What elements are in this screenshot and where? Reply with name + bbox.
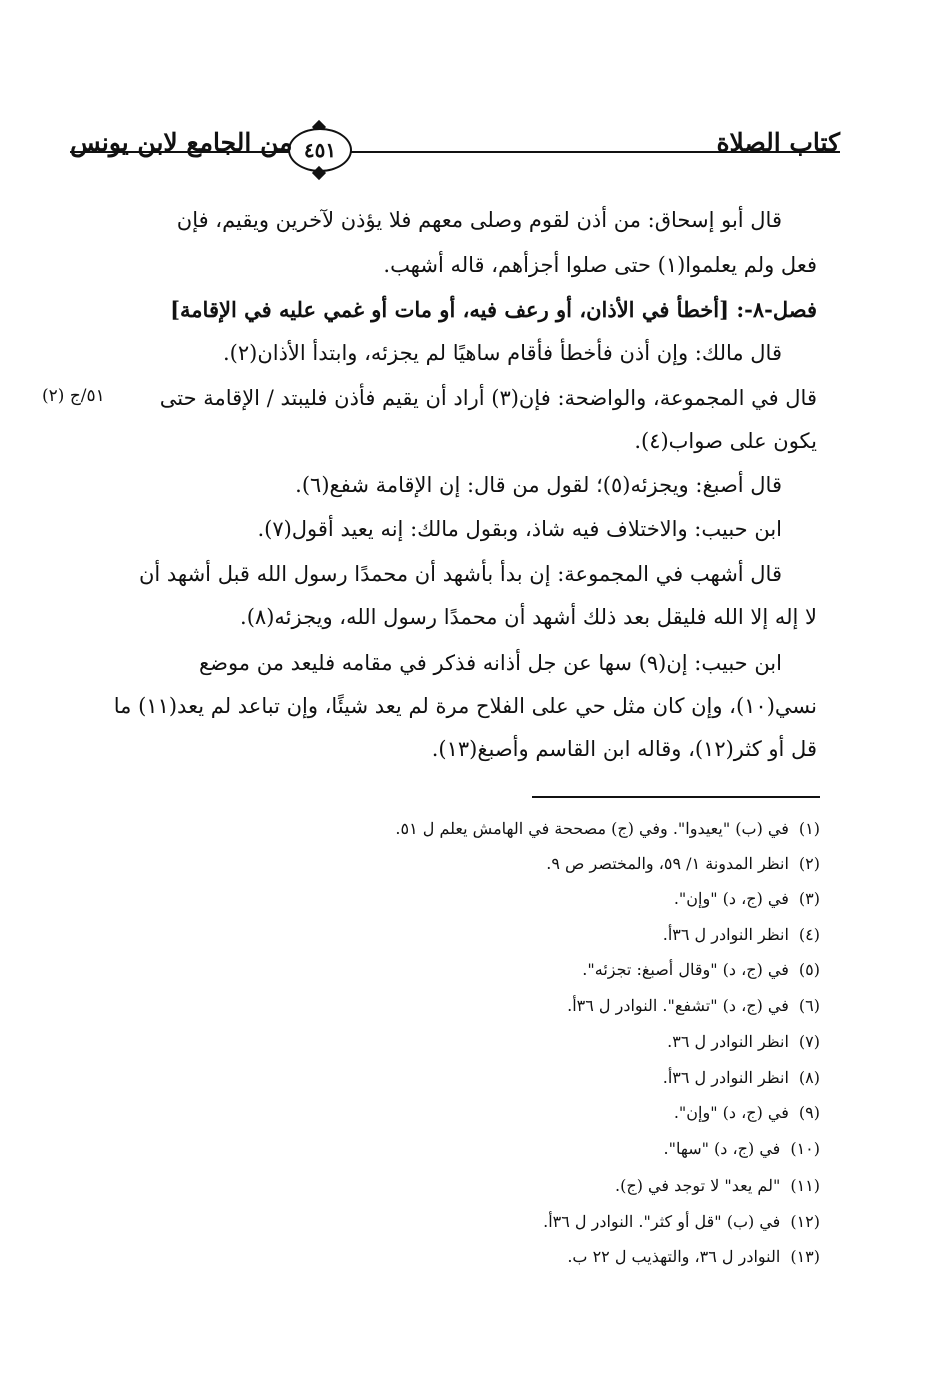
body-line: فعل ولم يعلموا(١) حتى صلوا أجزأهم، قاله أشهب. xyxy=(383,253,817,277)
body-line: قال في المجموعة، والواضحة: فإن(٣) أراد أن يقيم فأذن فليبتد / الإقامة حتى xyxy=(159,386,817,410)
footnote-text: في (ج، د) "وقال أصبغ: تجزئه". xyxy=(582,960,789,979)
book-title: كتاب الصلاة xyxy=(716,128,840,157)
footnote-number: (١) xyxy=(798,819,820,838)
footnote-text: النوادر ل ٣٦، والتهذيب ل ٢٢ ب. xyxy=(567,1247,781,1266)
footnote xyxy=(615,1175,820,1197)
footnote-text: انظر النوادر ل ٣٦أ. xyxy=(662,1068,789,1087)
footnote xyxy=(546,853,820,875)
footnote-text: في (ج، د) "وإن". xyxy=(673,1103,789,1122)
body-line: قال أبو إسحاق: من أذن لقوم وصلى معهم فلا يؤذن لآخرين ويقيم، فإن xyxy=(176,208,782,232)
body-line: قال مالك: وإن أذن فأخطأ فأقام ساهيًا لم يجزئه، وابتدأ الأذان(٢). xyxy=(222,341,782,365)
footnote-number: (١٣) xyxy=(790,1247,820,1266)
body-line: قال أشهب في المجموعة: إن بدأ بأشهد أن محمدًا رسول الله قبل أشهد أن xyxy=(138,562,782,586)
footnote-number: (٥) xyxy=(798,960,820,979)
footnote xyxy=(567,1246,820,1268)
footnote xyxy=(567,995,820,1017)
footnote xyxy=(663,1067,820,1089)
body-line: قل أو كثر(١٢)، وقاله ابن القاسم وأصبغ(١٣). xyxy=(431,737,817,761)
footnote-number: (٢) xyxy=(798,854,820,873)
footnote xyxy=(395,818,820,840)
footnote-text: "لم يعد" لا توجد في (ج). xyxy=(615,1176,781,1195)
body-line: قال أصبغ: ويجزئه(٥)؛ لقول من قال: إن الإقامة شفع(٦). xyxy=(295,473,782,497)
footnote xyxy=(543,1211,820,1233)
footnote-text: في (ج، د) "سها". xyxy=(663,1139,781,1158)
body-line: يكون على صواب(٤). xyxy=(634,429,817,453)
body-line: ابن حبيب: والاختلاف فيه شاذ، وبقول مالك: إنه يعيد أقول(٧). xyxy=(257,517,782,541)
section-heading: فصل-٨-: [أخطأ في الأذان، أو رعف فيه، أو مات أو غمي عليه في الإقامة] xyxy=(170,297,817,322)
body-line: نسي(١٠)، وإن كان مثل حي على الفلاح مرة لم يعد شيئًا، وإن تباعد لم يعد(١١) ما xyxy=(113,694,817,718)
page-header xyxy=(70,120,840,180)
footnote-number: (٨) xyxy=(798,1068,820,1087)
footnote-number: (٦) xyxy=(798,996,820,1015)
page-number: ٤٥١ xyxy=(288,128,352,172)
footnote xyxy=(663,924,820,946)
footnote-number: (١٢) xyxy=(790,1212,820,1231)
footnote xyxy=(674,888,820,910)
footnote xyxy=(582,959,820,981)
footnote-number: (١١) xyxy=(790,1176,820,1195)
source-title: من الجامع لابن يونس xyxy=(70,128,293,157)
footnote xyxy=(674,1102,820,1124)
footnote-text: في (ب) "يعيدوا". وفي (ج) مصححة في الهامش يعلم ل ٥١. xyxy=(395,819,789,838)
footnote xyxy=(667,1031,820,1053)
footnote-number: (٧) xyxy=(798,1032,820,1051)
body-line: لا إله إلا الله فليقل بعد ذلك أشهد أن محمدًا رسول الله، ويجزئه(٨). xyxy=(240,605,817,629)
footnote-text: انظر النوادر ل ٣٦. xyxy=(667,1032,789,1051)
footnote-text: في (ج، د) "تشفع". النوادر ل ٣٦أ. xyxy=(567,996,789,1015)
body-line: ابن حبيب: إن(٩) سها عن جل أذانه فذكر في مقامه فليعد من موضع xyxy=(198,651,782,675)
footnote xyxy=(664,1138,821,1160)
footnote-number: (٣) xyxy=(798,889,820,908)
footnote-text: في (ج، د) "وإن". xyxy=(673,889,789,908)
footnote-separator xyxy=(532,796,820,798)
margin-manuscript-ref: ٥١/ج (٢) xyxy=(42,386,105,406)
footnote-number: (١٠) xyxy=(790,1139,820,1158)
footnote-text: انظر المدونة ١/ ٥٩، والمختصر ص ٩. xyxy=(546,854,789,873)
footnote-text: في (ب) "قل أو كثر". النوادر ل ٣٦أ. xyxy=(543,1212,781,1231)
footnote-number: (٤) xyxy=(798,925,820,944)
footnote-number: (٩) xyxy=(798,1103,820,1122)
footnote-text: انظر النوادر ل ٣٦أ. xyxy=(662,925,789,944)
